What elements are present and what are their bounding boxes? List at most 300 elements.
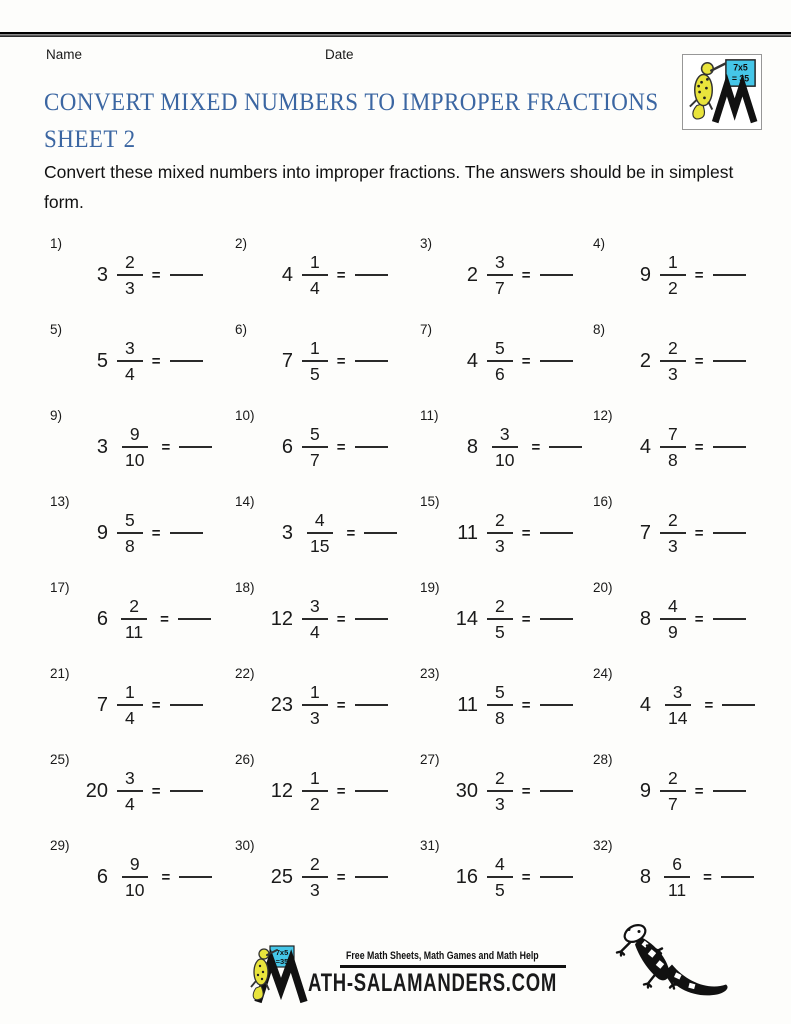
equals-sign: = — [521, 696, 531, 714]
problem-number: 1) — [50, 236, 63, 251]
fraction — [660, 337, 686, 385]
problem-expression — [78, 337, 235, 385]
answer-blank — [540, 876, 573, 878]
fraction-denominator: 3 — [125, 278, 135, 298]
equals-sign: = — [336, 696, 346, 714]
fraction-numerator: 1 — [660, 251, 686, 276]
equals-sign: = — [336, 438, 346, 456]
whole-number: 20 — [85, 779, 108, 802]
fraction-numerator: 3 — [117, 767, 143, 792]
problem-number: 19) — [420, 580, 440, 595]
fraction-numerator: 2 — [660, 767, 686, 792]
fraction-denominator: 11 — [125, 622, 144, 642]
problem-cell — [420, 406, 593, 492]
whole-number: 8 — [639, 607, 651, 630]
problem-number: 6) — [235, 322, 248, 337]
fraction-numerator: 1 — [302, 681, 328, 706]
fraction-denominator: 3 — [668, 536, 678, 556]
problem-cell — [235, 664, 420, 750]
problem-expression — [263, 681, 420, 729]
fraction — [302, 337, 328, 385]
answer-blank — [540, 532, 573, 534]
whole-number: 4 — [281, 263, 293, 286]
fraction-denominator: 7 — [668, 794, 678, 814]
problem-expression — [78, 423, 235, 471]
fraction-denominator: 10 — [495, 450, 515, 470]
problem-number: 25) — [50, 752, 70, 767]
equals-sign: = — [151, 352, 161, 370]
fraction-denominator: 5 — [310, 364, 320, 384]
whole-number: 6 — [96, 865, 108, 888]
problem-number: 17) — [50, 580, 70, 595]
answer-blank — [179, 876, 212, 878]
problem-number: 12) — [593, 408, 613, 423]
equals-sign: = — [521, 524, 531, 542]
svg-text:= 35: = 35 — [731, 73, 750, 84]
answer-blank — [355, 790, 388, 792]
equals-sign: = — [521, 266, 531, 284]
problem-cell — [593, 320, 783, 406]
answer-blank — [170, 704, 203, 706]
answer-blank — [713, 446, 746, 448]
problem-number: 5) — [50, 322, 63, 337]
fraction — [487, 853, 513, 901]
problem-cell — [593, 492, 783, 578]
fraction-numerator: 5 — [302, 423, 328, 448]
fraction-numerator: 2 — [302, 853, 328, 878]
problems-grid — [50, 234, 783, 922]
answer-blank — [713, 790, 746, 792]
answer-blank — [355, 446, 388, 448]
problem-cell — [420, 664, 593, 750]
problem-cell — [593, 836, 783, 922]
problem-number: 31) — [420, 838, 440, 853]
footer-text-block — [308, 944, 645, 998]
whole-number: 8 — [639, 865, 651, 888]
problem-number: 4) — [593, 236, 606, 251]
svg-text:=35: =35 — [275, 957, 289, 966]
answer-blank — [540, 704, 573, 706]
whole-number: 11 — [457, 521, 478, 544]
fraction — [117, 681, 143, 729]
svg-text:7x5: 7x5 — [275, 948, 289, 957]
fraction-numerator: 2 — [660, 509, 686, 534]
whole-number: 7 — [639, 521, 651, 544]
problem-expression — [621, 337, 783, 385]
answer-blank — [540, 618, 573, 620]
whole-number: 4 — [466, 349, 478, 372]
salamander-logo-icon — [683, 55, 761, 129]
fraction-numerator: 1 — [117, 681, 143, 706]
page-title-line1: CONVERT MIXED NUMBERS TO IMPROPER FRACTIONS — [44, 89, 659, 116]
fraction — [487, 251, 513, 299]
whole-number: 5 — [96, 349, 108, 372]
equals-sign: = — [694, 352, 704, 370]
whole-number: 6 — [281, 435, 293, 458]
fraction — [660, 423, 686, 471]
whole-number: 11 — [457, 693, 478, 716]
fraction — [487, 509, 513, 557]
problem-cell — [50, 664, 235, 750]
equals-sign: = — [703, 868, 712, 886]
problem-expression — [621, 681, 783, 729]
fraction-numerator: 4 — [660, 595, 686, 620]
problem-expression — [78, 251, 235, 299]
problem-number: 16) — [593, 494, 613, 509]
problem-number: 29) — [50, 838, 70, 853]
equals-sign: = — [336, 266, 346, 284]
problem-number: 32) — [593, 838, 613, 853]
problem-expression — [263, 595, 420, 643]
problem-expression — [263, 853, 420, 901]
answer-blank — [549, 446, 582, 448]
problem-number: 15) — [420, 494, 440, 509]
fraction — [660, 853, 694, 901]
equals-sign: = — [521, 782, 531, 800]
whole-number: 16 — [455, 865, 478, 888]
fraction — [117, 251, 143, 299]
problem-expression — [621, 423, 783, 471]
fraction-numerator: 5 — [487, 337, 513, 362]
problem-expression — [448, 337, 593, 385]
problem-cell — [50, 320, 235, 406]
whole-number: 8 — [466, 435, 478, 458]
answer-blank — [713, 618, 746, 620]
fraction-numerator: 1 — [302, 337, 328, 362]
fraction — [487, 337, 513, 385]
problem-cell — [420, 836, 593, 922]
answer-blank — [722, 704, 755, 706]
fraction-denominator: 5 — [495, 880, 505, 900]
problem-number: 13) — [50, 494, 70, 509]
problem-number: 11) — [420, 408, 439, 423]
fraction-denominator: 15 — [310, 536, 330, 556]
equals-sign: = — [346, 524, 356, 542]
answer-blank — [355, 274, 388, 276]
whole-number: 12 — [270, 779, 293, 802]
instructions-text: Convert these mixed numbers into improper fractions. The answers should be in simplest form. — [44, 162, 734, 212]
fraction-numerator: 3 — [665, 681, 691, 706]
problem-cell — [593, 234, 783, 320]
equals-sign: = — [521, 352, 531, 370]
answer-blank — [540, 274, 573, 276]
problem-expression — [78, 853, 235, 901]
fraction-numerator: 2 — [660, 337, 686, 362]
fraction — [302, 681, 328, 729]
problem-cell — [235, 750, 420, 836]
equals-sign: = — [521, 610, 531, 628]
fraction — [117, 337, 143, 385]
answer-blank — [721, 876, 754, 878]
problem-expression — [448, 853, 593, 901]
fraction — [302, 595, 328, 643]
whole-number: 3 — [96, 435, 108, 458]
equals-sign: = — [160, 610, 169, 628]
equals-sign: = — [531, 438, 541, 456]
fraction-denominator: 6 — [495, 364, 505, 384]
answer-blank — [364, 532, 397, 534]
fraction-denominator: 3 — [310, 880, 320, 900]
problem-expression — [621, 767, 783, 815]
name-label: Name — [46, 47, 83, 62]
equals-sign: = — [694, 438, 704, 456]
answer-blank — [355, 618, 388, 620]
fraction — [660, 767, 686, 815]
problem-number: 24) — [593, 666, 613, 681]
fraction-denominator: 4 — [125, 364, 135, 384]
fraction-numerator: 2 — [487, 595, 513, 620]
fraction-numerator: 2 — [121, 595, 147, 620]
whole-number: 25 — [270, 865, 293, 888]
answer-blank — [170, 274, 203, 276]
equals-sign: = — [151, 696, 161, 714]
fraction-denominator: 8 — [495, 708, 505, 728]
answer-blank — [355, 876, 388, 878]
answer-blank — [170, 360, 203, 362]
fraction-numerator: 4 — [307, 509, 333, 534]
fraction-numerator: 6 — [664, 853, 690, 878]
problem-expression — [263, 337, 420, 385]
problem-expression — [448, 595, 593, 643]
fraction-denominator: 2 — [310, 794, 320, 814]
fraction — [487, 595, 513, 643]
whole-number: 12 — [270, 607, 293, 630]
fraction — [117, 423, 152, 471]
footer-rule — [340, 965, 566, 968]
fraction-denominator: 4 — [125, 794, 135, 814]
problem-cell — [420, 320, 593, 406]
fraction-denominator: 4 — [125, 708, 135, 728]
whole-number: 9 — [639, 263, 651, 286]
fraction-numerator: 5 — [117, 509, 143, 534]
footer-salamander-logo-icon — [250, 944, 312, 1006]
fraction — [302, 853, 328, 901]
problem-expression — [448, 423, 593, 471]
fraction-numerator: 1 — [302, 767, 328, 792]
equals-sign: = — [694, 610, 704, 628]
answer-blank — [178, 618, 211, 620]
whole-number: 3 — [281, 521, 293, 544]
fraction-denominator: 10 — [125, 880, 145, 900]
whole-number: 4 — [639, 693, 651, 716]
fraction-denominator: 4 — [310, 622, 320, 642]
equals-sign: = — [336, 868, 346, 886]
fraction-numerator: 2 — [487, 509, 513, 534]
equals-sign: = — [694, 524, 704, 542]
equals-sign: = — [694, 266, 704, 284]
problem-cell — [420, 578, 593, 664]
fraction-denominator: 3 — [668, 364, 678, 384]
equals-sign: = — [521, 868, 531, 886]
fraction-numerator: 3 — [302, 595, 328, 620]
problem-cell — [235, 492, 420, 578]
problem-cell — [50, 492, 235, 578]
whole-number: 9 — [639, 779, 651, 802]
problem-expression — [78, 681, 235, 729]
answer-blank — [713, 274, 746, 276]
fraction-denominator: 2 — [668, 278, 678, 298]
problem-expression — [448, 509, 593, 557]
fraction-denominator: 5 — [495, 622, 505, 642]
problem-cell — [420, 750, 593, 836]
equals-sign: = — [336, 352, 346, 370]
fraction — [117, 509, 143, 557]
problem-expression — [448, 251, 593, 299]
answer-blank — [355, 704, 388, 706]
problem-expression — [78, 595, 235, 643]
fraction-numerator: 2 — [117, 251, 143, 276]
whole-number: 14 — [455, 607, 478, 630]
fraction — [660, 595, 686, 643]
answer-blank — [713, 360, 746, 362]
fraction — [302, 509, 337, 557]
problem-number: 22) — [235, 666, 255, 681]
fraction-denominator: 7 — [495, 278, 505, 298]
problem-expression — [621, 595, 783, 643]
fraction — [117, 767, 143, 815]
problem-expression — [448, 681, 593, 729]
fraction-numerator: 9 — [122, 423, 148, 448]
fraction — [660, 509, 686, 557]
whole-number: 9 — [96, 521, 108, 544]
fraction-denominator: 8 — [668, 450, 678, 470]
problem-cell — [235, 320, 420, 406]
footer-site-name: ATH-SALAMANDERS.COM — [308, 969, 558, 997]
problem-expression — [263, 251, 420, 299]
problem-number: 3) — [420, 236, 433, 251]
problem-expression — [263, 509, 420, 557]
problem-cell — [593, 750, 783, 836]
page-title-line2: SHEET 2 — [44, 126, 136, 153]
fraction-denominator: 10 — [125, 450, 145, 470]
problem-cell — [420, 234, 593, 320]
whole-number: 6 — [96, 607, 108, 630]
fraction-numerator: 5 — [487, 681, 513, 706]
fraction — [302, 251, 328, 299]
problem-number: 7) — [420, 322, 433, 337]
fraction-denominator: 14 — [668, 708, 688, 728]
problem-number: 8) — [593, 322, 606, 337]
answer-blank — [355, 360, 388, 362]
problem-expression — [448, 767, 593, 815]
fraction — [487, 767, 513, 815]
footer-brand — [250, 944, 645, 1006]
equals-sign: = — [694, 782, 704, 800]
problem-cell — [593, 578, 783, 664]
fraction — [487, 681, 513, 729]
footer-tagline: Free Math Sheets, Math Games and Math Help — [346, 950, 539, 962]
problem-cell — [420, 492, 593, 578]
equals-sign: = — [151, 266, 161, 284]
problem-number: 18) — [235, 580, 255, 595]
math-salamanders-corner-logo — [682, 54, 762, 130]
problem-cell — [593, 406, 783, 492]
whole-number: 4 — [639, 435, 651, 458]
fraction-denominator: 3 — [495, 536, 505, 556]
page-title — [44, 84, 659, 158]
equals-sign: = — [336, 610, 346, 628]
equals-sign: = — [336, 782, 346, 800]
problem-number: 27) — [420, 752, 440, 767]
fraction-numerator: 3 — [487, 251, 513, 276]
problem-number: 23) — [420, 666, 440, 681]
problem-cell — [50, 578, 235, 664]
problem-cell — [235, 836, 420, 922]
checkered-gecko-illustration — [615, 920, 740, 1008]
fraction-numerator: 9 — [122, 853, 148, 878]
problem-cell — [50, 750, 235, 836]
problem-expression — [263, 767, 420, 815]
fraction-numerator: 2 — [487, 767, 513, 792]
date-label: Date — [325, 47, 354, 62]
problem-number: 30) — [235, 838, 255, 853]
whole-number: 2 — [466, 263, 478, 286]
whole-number: 3 — [96, 263, 108, 286]
fraction-denominator: 7 — [310, 450, 320, 470]
answer-blank — [170, 790, 203, 792]
fraction-denominator: 8 — [125, 536, 135, 556]
answer-blank — [170, 532, 203, 534]
whole-number: 23 — [270, 693, 293, 716]
gecko-icon — [615, 920, 740, 1008]
fraction-denominator: 9 — [668, 622, 678, 642]
problem-cell — [235, 406, 420, 492]
problem-number: 2) — [235, 236, 248, 251]
equals-sign: = — [704, 696, 714, 714]
problem-cell — [593, 664, 783, 750]
problem-expression — [78, 509, 235, 557]
equals-sign: = — [151, 782, 161, 800]
svg-text:7x5: 7x5 — [733, 62, 748, 73]
whole-number: 7 — [96, 693, 108, 716]
problem-cell — [50, 406, 235, 492]
problem-expression — [78, 767, 235, 815]
whole-number: 7 — [281, 349, 293, 372]
fraction-denominator: 3 — [310, 708, 320, 728]
problem-expression — [621, 251, 783, 299]
fraction — [660, 251, 686, 299]
problem-cell — [235, 578, 420, 664]
problem-number: 21) — [50, 666, 70, 681]
problem-cell — [50, 836, 235, 922]
problem-expression — [621, 853, 783, 901]
whole-number: 30 — [455, 779, 478, 802]
problem-expression — [263, 423, 420, 471]
fraction-denominator: 4 — [310, 278, 320, 298]
problem-cell — [235, 234, 420, 320]
top-divider-rule — [0, 32, 791, 37]
whole-number: 2 — [639, 349, 651, 372]
fraction-numerator: 1 — [302, 251, 328, 276]
fraction — [660, 681, 695, 729]
answer-blank — [540, 360, 573, 362]
problem-number: 28) — [593, 752, 613, 767]
problem-number: 9) — [50, 408, 63, 423]
fraction — [117, 595, 151, 643]
problem-number: 20) — [593, 580, 613, 595]
fraction — [487, 423, 522, 471]
answer-blank — [179, 446, 212, 448]
fraction-numerator: 3 — [492, 423, 518, 448]
equals-sign: = — [161, 868, 171, 886]
fraction-denominator: 3 — [495, 794, 505, 814]
equals-sign: = — [161, 438, 171, 456]
problem-number: 10) — [235, 408, 255, 423]
problem-cell — [50, 234, 235, 320]
fraction-numerator: 7 — [660, 423, 686, 448]
problem-expression — [621, 509, 783, 557]
fraction-numerator: 3 — [117, 337, 143, 362]
